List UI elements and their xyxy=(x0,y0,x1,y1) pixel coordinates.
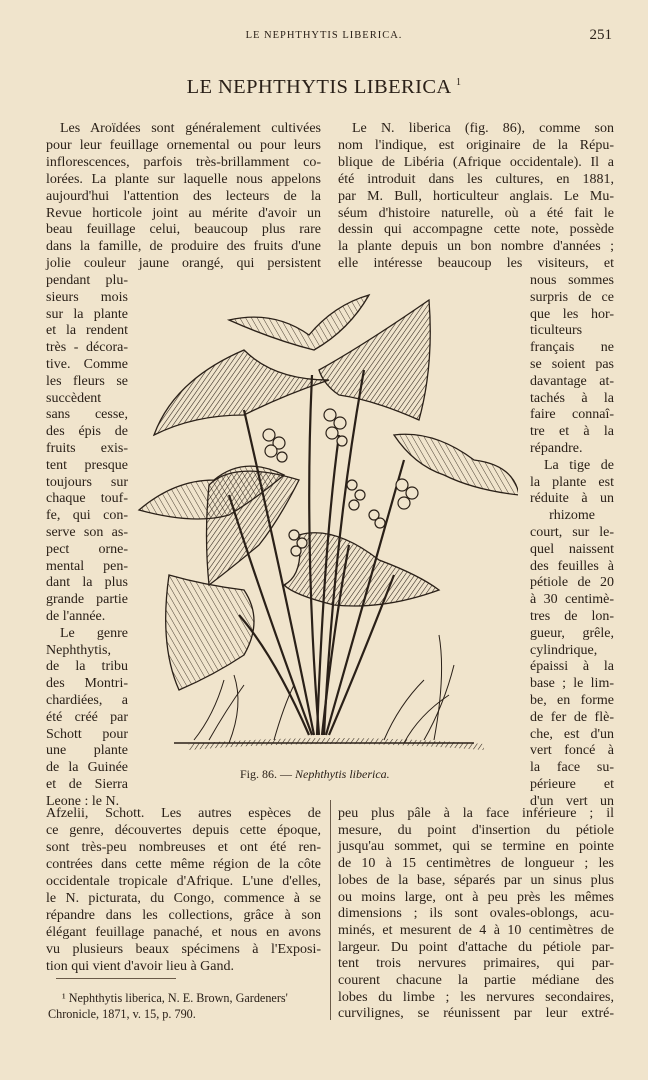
text-line: blique de Libéria (Afrique occidentale). Il a xyxy=(338,154,614,170)
text-line: réduite à un xyxy=(530,491,614,507)
text-line: tachés à la xyxy=(530,390,614,406)
text-line: be, en forme xyxy=(530,693,614,708)
text-line: et la rendent xyxy=(46,323,128,339)
text-line: tre et à la xyxy=(530,424,614,440)
text-line: courent chacune la partie médiane des xyxy=(338,973,614,988)
text-line: tent presque xyxy=(46,457,128,473)
text-line: chardiées, a xyxy=(46,693,128,708)
text-line: tion qui vient d'avoir lieu à Gand. xyxy=(46,959,234,974)
text-line: Nephthytis, xyxy=(46,642,111,658)
footnote-line-2: Chronicle, 1871, v. 15, p. 790. xyxy=(48,1007,196,1021)
text-line: peu plus pâle à la face inférieure ; il xyxy=(338,806,614,821)
text-line: inflorescences, parfois très-brillamment co- xyxy=(46,154,321,170)
text-line: base ; le lim- xyxy=(530,676,614,692)
text-line: ou moins large, ont à peu près les mêmes xyxy=(338,889,614,905)
page-number: 251 xyxy=(589,27,612,43)
text-line: Le N. liberica (fig. 86), comme son xyxy=(352,121,614,136)
text-line: grande partie xyxy=(46,592,128,608)
text-line: succèdent xyxy=(46,390,102,406)
text-line: dant la plus xyxy=(46,575,128,591)
text-line: de la Guinée xyxy=(46,760,128,776)
footnote-line-1: ¹ Nephthytis liberica, N. E. Brown, Gardeners' xyxy=(62,991,288,1005)
text-line: répandre. xyxy=(530,441,583,456)
text-line: nous sommes xyxy=(530,273,614,288)
text-line: été créé par xyxy=(46,709,128,725)
text-line: toujours sur xyxy=(46,474,128,490)
text-line: par M. Bull, horticulteur anglais. Le Mu- xyxy=(338,188,614,204)
column-rule xyxy=(330,800,331,1020)
article-title xyxy=(0,76,648,99)
text-line: occidentale tropicale d'Afrique. L'une d'elles, xyxy=(46,874,321,889)
text-line: tres de lon- xyxy=(530,609,614,624)
text-line: des épis de xyxy=(46,424,128,440)
text-line: très - décora- xyxy=(46,340,128,356)
leaves xyxy=(139,295,518,690)
text-line: faire connaî- xyxy=(530,407,614,423)
text-line: dimensions ; ils sont ovales-oblongs, acu- xyxy=(338,906,614,922)
text-line: elle intéresse beaucoup les visiteurs, et xyxy=(338,256,614,272)
text-line: de fer de flè- xyxy=(530,709,614,725)
text-line: ce genre, découvertes depuis cette époque, xyxy=(46,823,321,838)
text-line: Les Aroïdées sont généralement cultivées xyxy=(60,121,321,136)
text-line: lobes de la base, séparés par un sinus plus xyxy=(338,872,614,888)
text-line: nom l'indique, est originaire de la Répu- xyxy=(338,137,614,153)
text-line: de l'année. xyxy=(46,609,106,624)
text-line: lorées. La plante sur laquelle nous appelons xyxy=(46,171,321,187)
text-line: périeure et xyxy=(530,777,614,792)
figure-caption-name: Nephthytis liberica. xyxy=(295,767,390,781)
text-line: d'un vert un xyxy=(530,793,614,809)
text-line: répandre dans les collections, grâce à son xyxy=(46,908,321,923)
text-line: contrées dans cette même région de la côte xyxy=(46,857,321,872)
text-line: le N. picturata, du Congo, commence à se xyxy=(46,891,321,906)
text-line: sur la plante xyxy=(46,306,128,322)
text-line: court, sur le- xyxy=(530,525,614,540)
text-line: se soient pas xyxy=(530,357,614,372)
text-line: quel naissent xyxy=(530,541,614,557)
text-line: tent trois nervures primaires, qui par- xyxy=(338,956,614,972)
running-title: LE NEPHTHYTIS LIBERICA. xyxy=(245,30,403,41)
text-line: Leone : le N. xyxy=(46,793,120,809)
text-line: curvilignes, se réunissent par leur extré- xyxy=(338,1006,614,1022)
text-line: jusqu'au sommet, qui se termine en pointe xyxy=(338,839,614,855)
text-line: Schott pour xyxy=(46,726,128,742)
text-line: chaque touf- xyxy=(46,491,128,507)
footnote-rule xyxy=(56,978,176,979)
text-line: minés, et mesurent de 4 à 10 centimètres de xyxy=(338,922,614,938)
text-line: pect orne- xyxy=(46,541,128,557)
text-line: largeur. Du point d'attache du pétiole par- xyxy=(338,939,614,955)
text-line: tive. Comme xyxy=(46,357,128,372)
text-line: aujourd'hui l'attention des lecteurs de la xyxy=(46,188,321,204)
text-line: dessin qui accompagne cette note, possède xyxy=(338,222,614,238)
figure-caption-prefix: Fig. 86. — xyxy=(240,767,293,781)
text-line: sont très-peu nombreuses et ont été ren- xyxy=(46,840,321,855)
text-line: rhizome xyxy=(549,508,595,524)
text-line: dans la famille, de produire des fruits d'une xyxy=(46,239,321,255)
text-line: été introduit dans les cultures, en 1881, xyxy=(338,171,614,187)
text-line: fruits exis- xyxy=(46,441,128,456)
text-line: lobes du limbe ; les nervures secondaires, xyxy=(338,989,614,1005)
article-title-text: LE NEPHTHYTIS LIBERICA xyxy=(186,76,451,98)
text-line: surpris de ce xyxy=(530,289,614,305)
text-line: gueur, grêle, xyxy=(530,625,614,641)
text-line: la plante est xyxy=(530,474,614,490)
text-line: davantage at- xyxy=(530,373,614,389)
text-line: une plante xyxy=(46,743,128,759)
text-line: français ne xyxy=(530,340,614,356)
text-line: vert foncé à xyxy=(530,743,614,759)
text-line: La tige de xyxy=(544,457,614,473)
nephthytis-illustration xyxy=(134,285,518,763)
text-line: mesure, du point d'insertion du pétiole xyxy=(338,822,614,838)
text-line: sans cesse, xyxy=(46,407,128,423)
text-line: Le genre xyxy=(60,625,128,641)
text-line: séum d'histoire naturelle, où a été fait le xyxy=(338,205,614,221)
text-line: élégant feuillage panaché, et nous en avons xyxy=(46,925,321,940)
text-line: ticulteurs xyxy=(530,323,583,339)
text-line: de la tribu xyxy=(46,659,128,675)
text-line: che, est d'un xyxy=(530,726,614,742)
text-line: de 10 à 15 centimètres de longueur ; les xyxy=(338,856,614,872)
text-line: pétiole de 20 xyxy=(530,575,614,591)
text-line: que les hor- xyxy=(530,306,614,322)
text-line: les fleurs se xyxy=(46,373,128,389)
text-line: mental pen- xyxy=(46,558,128,574)
text-line: pour leur feuillage ornemental ou pour leurs xyxy=(46,137,321,153)
text-line: la face su- xyxy=(530,760,614,776)
title-footnote-mark: 1 xyxy=(456,77,462,89)
text-line: à 30 centimè- xyxy=(530,592,614,608)
text-line: des Montri- xyxy=(46,676,128,692)
text-line: et de Sierra xyxy=(46,777,128,792)
text-line: serve son as- xyxy=(46,525,128,540)
text-line: vu plusieurs beaux spécimens à l'Exposi- xyxy=(46,942,321,957)
text-line: cylindrique, xyxy=(530,642,598,658)
text-line: fe, qui con- xyxy=(46,508,128,524)
text-line: sieurs mois xyxy=(46,289,128,305)
text-line: épaissi à la xyxy=(530,659,614,675)
text-line: Afzelii, Schott. Les autres espèces de xyxy=(46,806,321,821)
text-line: des feuilles à xyxy=(530,558,614,574)
figure-caption xyxy=(240,767,390,782)
text-line: pendant plu- xyxy=(46,273,128,288)
text-line: jolie couleur jaune orangé, qui persistent xyxy=(46,256,321,272)
text-line: beau feuillage celui, beaucoup plus rare xyxy=(46,222,321,238)
text-line: la plante depuis un bon nombre d'années ; xyxy=(338,239,614,255)
text-line: Revue horticole joint au mérite d'avoir un xyxy=(46,205,321,221)
